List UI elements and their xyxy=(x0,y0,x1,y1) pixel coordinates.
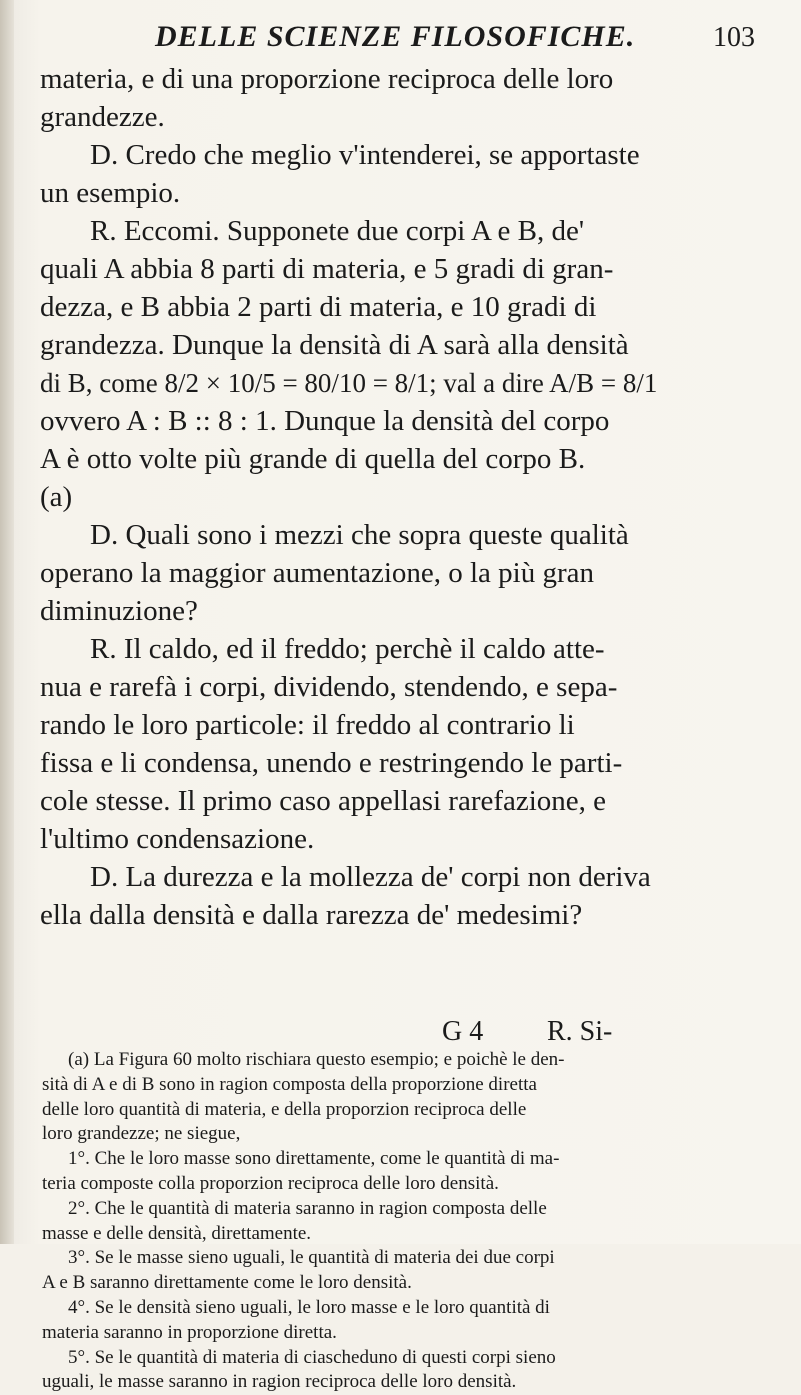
text-line: A è otto volte più grande di quella del corpo B. xyxy=(40,443,586,475)
text-line: dezza, e B abbia 2 parti di materia, e 10 gradi di xyxy=(40,291,597,323)
footnote-line: sità di A e di B sono in ragion composta della proporzione diretta xyxy=(42,1073,537,1095)
text-line: D. La durezza e la mollezza de' corpi non deriva xyxy=(90,861,651,893)
text-line: R. Eccomi. Supponete due corpi A e B, de' xyxy=(90,215,585,247)
text-line: materia, e di una proporzione reciproca delle loro xyxy=(40,63,614,95)
formula-line: di B, come 8/2 × 10/5 = 80/10 = 8/1; val a dire A/B = 8/1 xyxy=(40,368,658,398)
text-line: grandezza. Dunque la densità di A sarà alla densità xyxy=(40,329,629,361)
footnote-line: masse e delle densità, direttamente. xyxy=(42,1222,312,1244)
footnote-line: (a) La Figura 60 molto rischiara questo esempio; e poichè le den- xyxy=(68,1049,565,1070)
footnote-line: 1°. Che le loro masse sono direttamente, come le quantità di ma- xyxy=(68,1148,560,1170)
footnote-line: teria composte colla proporzion reciproca delle loro densità. xyxy=(42,1172,499,1194)
footnote-line: 3°. Se le masse sieno uguali, le quantità di materia dei due corpi xyxy=(68,1247,555,1269)
footnote xyxy=(42,1048,782,1395)
text-line: fissa e li condensa, unendo e restringendo le parti- xyxy=(40,747,623,779)
page-header xyxy=(0,20,801,60)
text-line: R. Il caldo, ed il freddo; perchè il caldo atte- xyxy=(90,633,605,665)
footnote-line: delle loro quantità di materia, e della proporzion reciproca delle xyxy=(42,1098,527,1120)
footnote-line: loro grandezze; ne siegue, xyxy=(42,1123,241,1145)
binding-shadow xyxy=(0,0,14,1244)
footnote-line: 2°. Che le quantità di materia saranno in ragion composta delle xyxy=(68,1197,547,1219)
page-number: 103 xyxy=(713,22,755,53)
footnote-line: A e B saranno direttamente come le loro densità. xyxy=(42,1272,412,1294)
text-line: l'ultimo condensazione. xyxy=(40,823,315,855)
footnote-line: uguali, le masse saranno in ragion reciproca delle loro densità. xyxy=(42,1371,517,1393)
footnote-line: 4°. Se le densità sieno uguali, le loro masse e le loro quantità di xyxy=(68,1296,550,1318)
text-line: diminuzione? xyxy=(40,595,198,627)
text-line: D. Quali sono i mezzi che sopra queste qualità xyxy=(90,519,629,551)
catchline xyxy=(42,1016,778,1052)
text-line: grandezze. xyxy=(40,101,165,133)
catchword: R. Si- xyxy=(547,1016,613,1047)
text-line: cole stesse. Il primo caso appellasi rarefazione, e xyxy=(40,785,607,817)
footnote-line: materia saranno in proporzione diretta. xyxy=(42,1321,337,1343)
text-line: ella dalla densità e dalla rarezza de' medesimi? xyxy=(40,899,583,931)
text-line: rando le loro particole: il freddo al contrario li xyxy=(40,709,575,741)
text-line: operano la maggior aumentazione, o la più gran xyxy=(40,557,595,589)
footnote-line: 5°. Se le quantità di materia di ciascheduno di questi corpi sieno xyxy=(68,1346,556,1368)
main-text xyxy=(40,60,780,934)
text-line: D. Credo che meglio v'intenderei, se apportaste xyxy=(90,139,640,171)
text-line: un esempio. xyxy=(40,177,181,209)
footnote-ref: (a) xyxy=(40,481,73,513)
text-line: quali A abbia 8 parti di materia, e 5 gradi di gran- xyxy=(40,253,614,285)
text-line: ovvero A : B :: 8 : 1. Dunque la densità del corpo xyxy=(40,405,610,437)
signature-mark: G 4 xyxy=(442,1016,484,1047)
running-head: DELLE SCIENZE FILOSOFICHE. xyxy=(155,20,636,53)
text-line: nua e rarefà i corpi, dividendo, stendendo, e sepa- xyxy=(40,671,618,703)
